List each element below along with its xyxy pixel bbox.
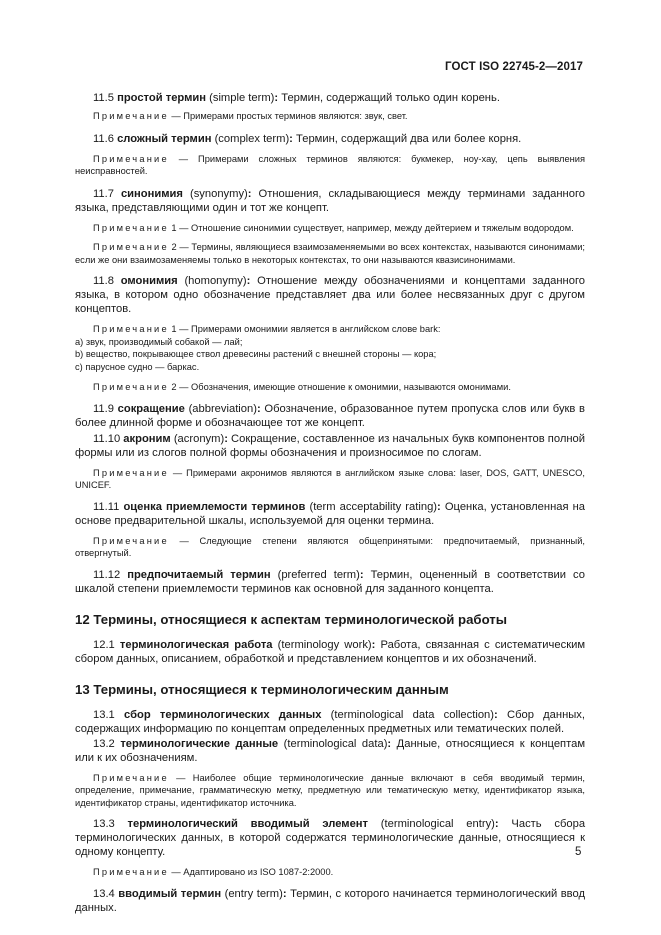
entry-term: предпочитаемый термин bbox=[127, 568, 271, 581]
entry-english: (terminological entry) bbox=[380, 818, 495, 830]
note-label: Примечание bbox=[93, 222, 169, 233]
entry-term: простой термин bbox=[117, 92, 207, 104]
note-text: — Следующие степени являются общепринятыми: предпочитаемый, признанный, отвергнутый. bbox=[75, 535, 585, 558]
entry-12-1: 12.1 терминологическая работа (terminology work): Работа, связанная с систематическим сбором данных, описанием, обработкой и представлением концептов и их обозначений. bbox=[75, 638, 586, 665]
entry-11-7: 11.7 синонимия (synonymy): Отношения, складывающиеся между терминами заданного языка, представляющими один и тот же концепт. bbox=[75, 187, 586, 214]
entry-number: 13.2 bbox=[93, 737, 115, 750]
entry-english: (complex term) bbox=[214, 132, 290, 145]
entry-term: вводимый термин bbox=[118, 887, 222, 900]
note-11-11 bbox=[75, 535, 585, 560]
note-11-7-2 bbox=[75, 241, 585, 266]
entry-english: (acronym) bbox=[173, 432, 225, 445]
note-11-6 bbox=[75, 153, 585, 178]
note-11-7-1 bbox=[75, 222, 585, 235]
entry-term: сложный термин bbox=[117, 132, 212, 145]
entry-definition: Отношение между обозначениями и концептами заданного языка, в котором одно обозначение представляет два или более несвязанных друг с другом концептов. bbox=[75, 275, 586, 315]
section-heading-12: 12 Термины, относящиеся к аспектам терминологической работы bbox=[75, 611, 508, 627]
note-text: — Примерами сложных терминов являются: букмекер, ноу-хау, цепь выявления неисправностей. bbox=[75, 153, 585, 176]
list-item: а) звук, производимый собакой — лай; bbox=[75, 336, 243, 347]
entry-number: 11.10 bbox=[93, 432, 121, 445]
note-11-5 bbox=[75, 110, 585, 123]
note-label: Примечание bbox=[93, 111, 169, 121]
entry-term: акроним bbox=[123, 432, 171, 445]
entry-english: (term acceptability rating) bbox=[309, 500, 438, 513]
note-text: 2 — Обозначения, имеющие отношение к омонимии, называются омонимами. bbox=[168, 382, 511, 392]
note-text: 1 — Отношение синонимии существует, например, между дейтерием и тяжелым водородом. bbox=[168, 222, 574, 233]
entry-term: оценка приемлемости терминов bbox=[123, 500, 306, 513]
entry-definition: Термин, содержащий только один корень. bbox=[278, 92, 500, 104]
entry-english: (preferred term) bbox=[277, 568, 360, 581]
entry-number: 11.9 bbox=[93, 402, 114, 415]
document-header: ГОСТ ISO 22745-2—2017 bbox=[445, 61, 583, 73]
entry-definition: Термин, оцененный в соответствии со шкалой степени приемлемости терминов как основной для заданного концепта. bbox=[75, 568, 585, 595]
entry-number: 11.5 bbox=[93, 92, 114, 104]
note-13-2 bbox=[75, 772, 585, 810]
entry-11-9: 11.9 сокращение (abbreviation): Обозначение, образованное путем пропуска слов или букв в более длинной форме и обозначающее тот же концепт. bbox=[75, 402, 586, 429]
entry-number: 13.3 bbox=[93, 818, 115, 830]
entry-11-12: 11.12 предпочитаемый термин (preferred term): Термин, оцененный в соответствии со шкалой степени приемлемости терминов как основной для заданного концепта. bbox=[75, 568, 585, 595]
entry-definition: Сокращение, составленное из начальных букв компонентов полной формы или из слогов полной формы обозначения и произносимое по слогам. bbox=[75, 432, 585, 459]
entry-definition: Обозначение, образованное путем пропуска слов или букв в более длинной форме и обозначающее тот же концепт. bbox=[75, 402, 586, 429]
entry-term: омонимия bbox=[120, 275, 178, 287]
entry-number: 11.8 bbox=[93, 275, 114, 287]
entry-13-1: 13.1 сбор терминологических данных (terminological data collection): Сбор данных, содержащих информацию по концептам определенных предметных или тематических полей. bbox=[75, 708, 585, 735]
note-text: 1 — Примерами омонимии является в английском слове bark: bbox=[168, 324, 441, 334]
entry-english: (abbreviation) bbox=[188, 402, 257, 415]
note-label: Примечание bbox=[93, 324, 169, 334]
entry-number: 11.6 bbox=[93, 132, 114, 145]
note-label: Примечание bbox=[93, 382, 169, 392]
note-label: Примечание bbox=[93, 535, 169, 546]
entry-english: (synonymy) bbox=[189, 187, 248, 200]
entry-11-8: 11.8 омонимия (homonymy): Отношение между обозначениями и концептами заданного языка, в котором одно обозначение представляет два или более несвязанных друг с другом концептов. bbox=[75, 275, 586, 315]
page-content bbox=[75, 88, 585, 915]
entry-number: 13.1 bbox=[93, 708, 115, 721]
page-number: 5 bbox=[575, 846, 582, 858]
entry-definition: Отношения, складывающиеся между терминами заданного языка, представляющими один и тот же концепт. bbox=[75, 187, 586, 214]
note-label: Примечание bbox=[93, 153, 169, 164]
entry-term: терминологические данные bbox=[120, 737, 279, 750]
entry-number: 11.12 bbox=[93, 568, 121, 581]
entry-13-4: 13.4 вводимый термин (entry term): Термин, с которого начинается терминологический ввод данных. bbox=[75, 887, 586, 914]
note-label: Примечание bbox=[93, 242, 169, 252]
note-11-8-1 bbox=[75, 323, 585, 336]
note-11-8-2 bbox=[75, 381, 585, 394]
entry-13-2: 13.2 терминологические данные (terminological data): Данные, относящиеся к концептам или к их обозначениям. bbox=[75, 737, 586, 764]
note-text: 2 — Термины, являющиеся взаимозаменяемыми во всех контекстах, называются синонимами; если же они взаимозаменяемы только в некоторых контекстах, то они называются квазисинонимами. bbox=[75, 242, 585, 265]
entry-definition: Термин, с которого начинается терминологический ввод данных. bbox=[75, 887, 586, 914]
note-label: Примечание bbox=[93, 772, 169, 783]
entry-number: 11.7 bbox=[93, 187, 114, 200]
entry-definition: Сбор данных, содержащих информацию по концептам определенных предметных или тематических полей. bbox=[75, 708, 585, 735]
note-text: — Наиболее общие терминологические данные включают в себя вводимый термин, определение, примечание, грамматическую метку, предметную или тематическую метку, идентификатор языка, идентификатор страны, идентификатор источника. bbox=[75, 772, 585, 808]
entry-english: (terminological data collection) bbox=[330, 708, 495, 721]
entry-number: 12.1 bbox=[93, 638, 115, 651]
entry-english: (terminology work) bbox=[277, 638, 372, 651]
note-11-10 bbox=[75, 467, 585, 492]
entry-english: (homonymy) bbox=[184, 275, 247, 287]
note-text: — Примерами акронимов являются в английском языке слова: laser, DOS, GATT, UNESCO, UNICEF. bbox=[75, 467, 585, 490]
entry-term: сбор терминологических данных bbox=[124, 708, 322, 721]
entry-term: терминологическая работа bbox=[119, 638, 273, 651]
section-heading-13: 13 Термины, относящиеся к терминологическим данным bbox=[75, 681, 449, 697]
entry-number: 13.4 bbox=[93, 887, 115, 900]
list-item: b) вещество, покрывающее ствол древесины растений с внешней стороны — кора; bbox=[75, 349, 437, 359]
entry-11-11: 11.11 оценка приемлемости терминов (term acceptability rating): Оценка, установленная на основе предварительной шкалы, используемой для оценки термина. bbox=[75, 500, 586, 527]
entry-term: терминологический вводимый элемент bbox=[127, 818, 369, 830]
entry-11-10: 11.10 акроним (acronym): Сокращение, составленное из начальных букв компонентов полной формы или из слогов полной формы обозначения и произносимое по слогам. bbox=[75, 432, 585, 459]
note-text: — Примерами простых терминов являются: звук, свет. bbox=[168, 111, 408, 121]
entry-definition: Оценка, установленная на основе предварительной шкалы, используемой для оценки термина. bbox=[75, 500, 586, 527]
entry-number: 11.11 bbox=[93, 500, 120, 513]
entry-term: сокращение bbox=[117, 402, 185, 415]
note-13-3 bbox=[75, 866, 585, 879]
note-text: — Адаптировано из ISO 1087-2:2000. bbox=[168, 867, 334, 877]
entry-11-5: 11.5 простой термин (simple term): Термин, содержащий только один корень. bbox=[93, 92, 500, 104]
entry-english: (terminological data) bbox=[283, 737, 388, 750]
entry-13-3: 13.3 терминологический вводимый элемент (terminological entry): Часть сбора терминологических данных, в которой содержатся терминологические данные, относящиеся к одному концепту. bbox=[75, 818, 586, 858]
entry-definition: Часть сбора терминологических данных, в которой содержатся терминологические данные, относящиеся к одному концепту. bbox=[75, 818, 586, 858]
entry-english: (entry term) bbox=[224, 887, 283, 900]
entry-definition: Работа, связанная с систематическим сбором данных, описанием, обработкой и представлением концептов и их обозначений. bbox=[75, 638, 586, 665]
entry-definition: Термин, содержащий два или более корня. bbox=[292, 132, 522, 145]
list-item: c) парусное судно — баркас. bbox=[75, 361, 200, 372]
entry-term: синонимия bbox=[120, 187, 183, 200]
entry-11-6: 11.6 сложный термин (complex term): Термин, содержащий два или более корня. bbox=[93, 132, 522, 145]
note-label: Примечание bbox=[93, 867, 169, 877]
entry-definition: Данные, относящиеся к концептам или к их обозначениям. bbox=[75, 737, 586, 764]
entry-english: (simple term) bbox=[209, 92, 275, 104]
note-label: Примечание bbox=[93, 467, 169, 478]
